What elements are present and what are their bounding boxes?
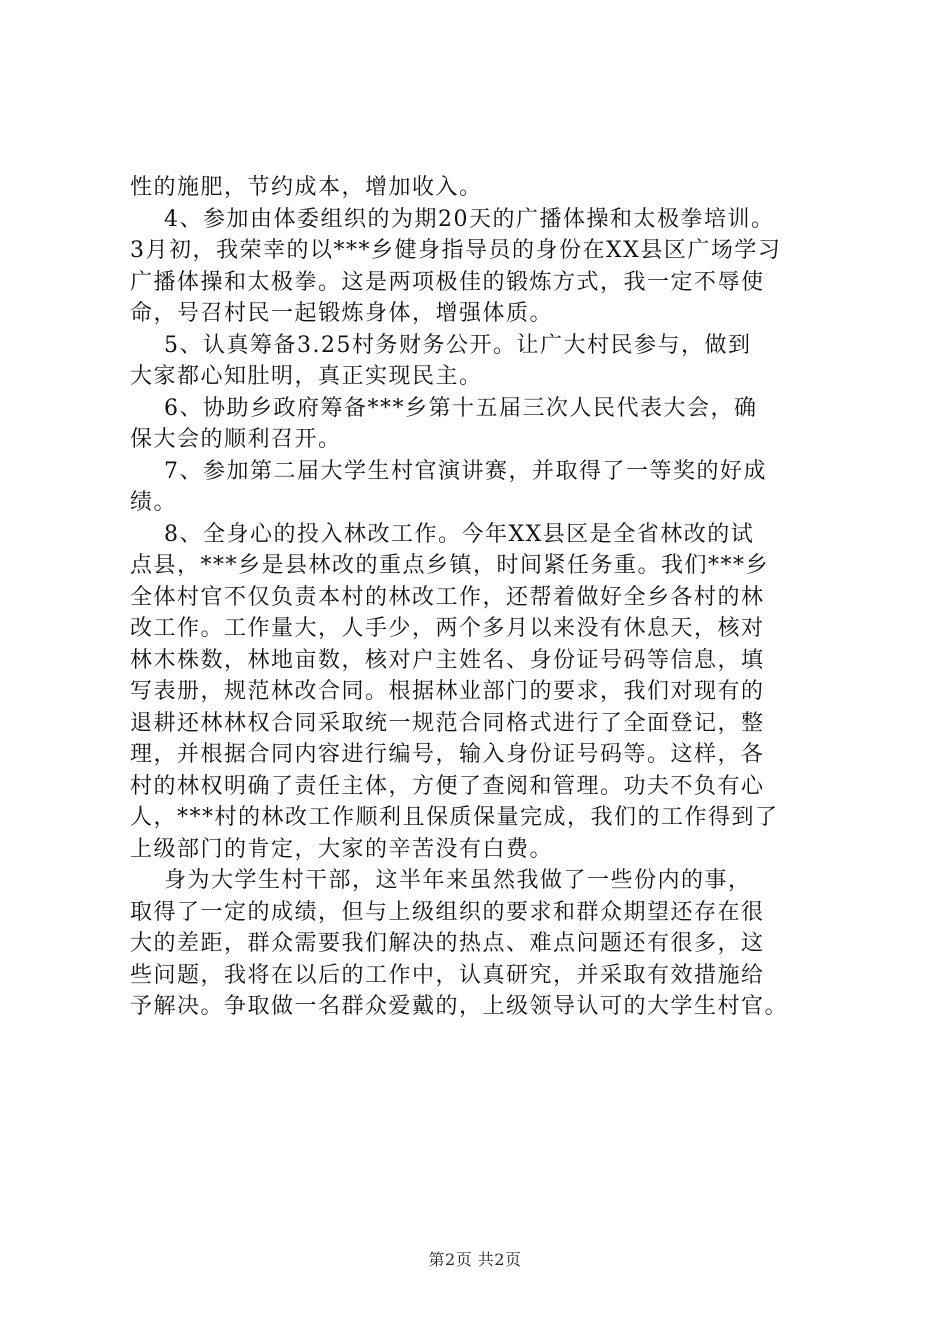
text-line: 予解决。争取做一名群众爱戴的，上级领导认可的大学生村官。 bbox=[130, 994, 789, 1019]
text-line: 性的施肥，节约成本，增加收入。 bbox=[130, 175, 483, 200]
text-line: 4、参加由体委组织的为期20天的广播体操和太极拳培训。 bbox=[130, 206, 775, 232]
text-line: 改工作。工作量大，人手少，两个多月以来没有休息天，核对 bbox=[130, 616, 765, 641]
text-line: 3月初，我荣幸的以***乡健身指导员的身份在XX县区广场学习 bbox=[130, 238, 782, 263]
text-line: 绩。 bbox=[130, 490, 178, 515]
page-footer: 第2页 共2页 bbox=[428, 1250, 522, 1269]
text-line: 理，并根据合同内容进行编号，输入身份证号码等。这样，各 bbox=[130, 742, 765, 767]
text-line: 身为大学生村干部，这半年来虽然我做了一些份内的事， bbox=[130, 868, 752, 893]
text-line: 5、认真筹备3.25村务财务公开。让广大村民参与，做到 bbox=[130, 332, 752, 358]
body-text bbox=[130, 172, 850, 1023]
text-line: 7、参加第二届大学生村官演讲赛，并取得了一等奖的好成 bbox=[130, 458, 767, 484]
text-line: 命，号召村民一起锻炼身体，增强体质。 bbox=[130, 301, 554, 326]
text-line: 点县，***乡是县林改的重点乡镇，时间紧任务重。我们***乡 bbox=[130, 553, 770, 578]
text-line: 退耕还林林权合同采取统一规范合同格式进行了全面登记，整 bbox=[130, 710, 765, 736]
text-line: 林木株数，林地亩数，核对户主姓名、身份证号码等信息，填 bbox=[130, 647, 765, 673]
text-line: 广播体操和太极拳。这是两项极佳的锻炼方式，我一定不辱使 bbox=[130, 269, 765, 295]
text-line: 大家都心知肚明，真正实现民主。 bbox=[130, 364, 483, 389]
text-line: 写表册，规范林改合同。根据林业部门的要求，我们对现有的 bbox=[130, 679, 765, 704]
text-line: 取得了一定的成绩，但与上级组织的要求和群众期望还存在很 bbox=[130, 899, 765, 925]
text-line: 8、全身心的投入林改工作。今年XX县区是全省林改的试 bbox=[130, 521, 755, 547]
text-line: 人，***村的林改工作顺利且保质保量完成，我们的工作得到了 bbox=[130, 805, 779, 830]
text-line: 上级部门的肯定，大家的辛苦没有白费。 bbox=[130, 836, 554, 862]
text-line: 村的林权明确了责任主体，方便了查阅和管理。功夫不负有心 bbox=[130, 773, 765, 799]
text-line: 大的差距，群众需要我们解决的热点、难点问题还有很多，这 bbox=[130, 931, 765, 956]
text-line: 保大会的顺利召开。 bbox=[130, 427, 342, 452]
text-line: 全体村官不仅负责本村的林改工作，还帮着做好全乡各村的林 bbox=[130, 584, 765, 610]
text-line: 些问题，我将在以后的工作中，认真研究，并采取有效措施给 bbox=[130, 962, 765, 988]
text-line: 6、协助乡政府筹备***乡第十五届三次人民代表大会，确 bbox=[130, 395, 758, 421]
